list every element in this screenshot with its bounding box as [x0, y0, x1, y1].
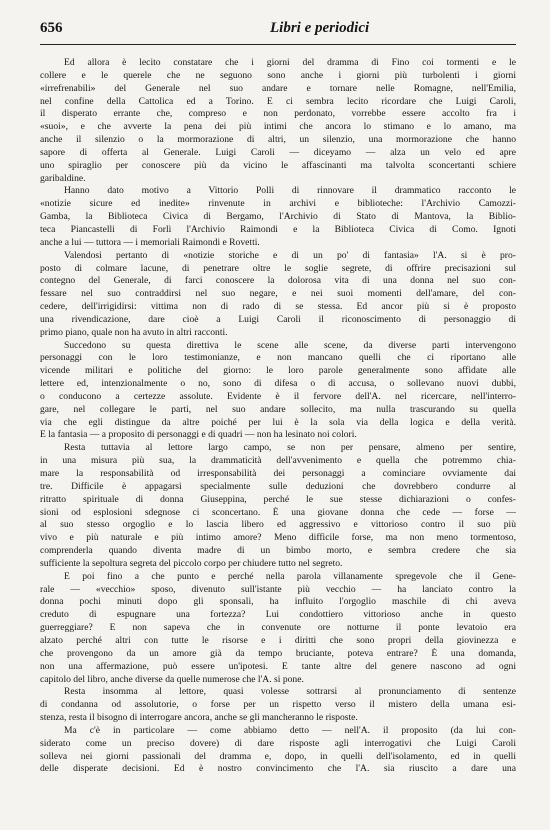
- text-line: di condanna od assolutorie, o forse per un rispetto verso il mistero della umana esi-: [40, 699, 516, 711]
- text-line: che provengono da un amore già da tempo bruciante, poteva entrare? È una domanda,: [40, 647, 516, 659]
- text-line: «notizie sicure ed inedite» rinvenute in archivi e biblioteche: l'Archivio Camozzi-: [40, 198, 516, 210]
- text-line: siderato come un preciso dovere) di dare risposte agli interrogativi che Luigi Caroli: [40, 737, 516, 749]
- text-line: vivo e più naturale e più intimo amore? Meno difficile forse, ma non meno tormentoso,: [40, 532, 516, 544]
- text-line: primo piano, quale non ha avuto in altri racconti.: [40, 326, 228, 338]
- text-line: guerreggiare? E non sapeva che in convenute ore notturne il ponte levatoio era: [40, 622, 516, 634]
- text-line: personaggi con le loro testimonianze, e non mancano quelli che ci riportano alle: [40, 352, 516, 364]
- text-line: o conducono a certezze assolute. Evidente è il fervore dell'A. nel ricercare, nell'interro-: [40, 390, 516, 402]
- page-number: 656: [40, 20, 63, 36]
- header-rule: [40, 44, 516, 45]
- text-line: al suo stesso orgoglio e lo lascia libero ed aggressivo e vittorioso contro il suo più: [40, 519, 516, 531]
- paragraph: [40, 725, 516, 776]
- text-line: stenza, resta il bisogno di interrogare ancora, anche se gli mancheranno le risposte.: [40, 712, 358, 724]
- text-line: sapore di offerta al Generale. Luigi Caroli — diceyamo — alza un velo ed apre: [40, 146, 516, 158]
- text-line: il disperato errante che, compreso e non perdonato, vorrebbe essere accolto fra i: [40, 108, 516, 120]
- text-line: contegno del Generale, di farci conoscere la dolorosa vita di una donna nel suo con-: [40, 275, 516, 287]
- text-line: una rivendicazione, dare cioè a Luigi Caroli il riconoscimento di personaggio di: [40, 313, 516, 325]
- text-line: Valendosi pertanto di «notizie storiche e di un po' di fantasia» l'A. si è pro-: [64, 249, 516, 261]
- text-line: nel confine della Cattolica ed a Torino. E ci sembra lecito ricordare che Luigi Caroli,: [40, 95, 516, 107]
- text-line: capitolo del libro, anche diverse da quelle numerose che l'A. si pone.: [40, 673, 304, 685]
- page-header: [40, 20, 516, 44]
- text-line: Gamba, la Biblioteca Civica di Bergamo, l'Archivio di Stato di Mantova, la Biblio-: [40, 211, 516, 223]
- text-line: vicende militari e politiche del giorno: le loro parole generalmente sono affidate alle: [40, 365, 516, 377]
- text-line: E la fantasia — a proposito di personaggi e di quadri — non ha lesinato noi colori.: [40, 429, 357, 441]
- paragraph: [40, 340, 516, 443]
- text-line: posto di colmare lacune, di penetrare oltre le soglie segrete, di offrire precisazioni sul: [40, 262, 516, 274]
- running-title: Libri e periodici: [270, 20, 370, 36]
- text-line: comprenderla quando diventa madre di un bimbo morto, e sembra credere che sia: [40, 545, 516, 557]
- text-line: creduto di espugnare una fortezza? Lui condottiero vittorioso anche in questo: [40, 609, 516, 621]
- text-line: collere e le querele che ne seguono sono anche i giorni più turbolenti i giorni: [40, 69, 516, 81]
- text-line: uno spiraglio per conoscere più da vicino le affascinanti ma talvolta sconcertanti schiere: [40, 159, 516, 171]
- text-line: solleva nei giorni passionali del dramma e, dopo, in quelli dell'isolamento, ed in quelli: [40, 750, 516, 762]
- text-line: Ed allora è lecito constatare che i giorni del dramma di Fino coi tormenti e le: [64, 57, 516, 68]
- text-line: alzato perché altri con tutte le risorse e i diritti che sono propri della giovinezza e: [40, 634, 516, 646]
- text-line: Hanno dato motivo a Vittorio Polli di rinnovare il drammatico racconto le: [64, 185, 516, 197]
- article-body: [40, 57, 516, 776]
- paragraph: [40, 686, 516, 725]
- text-line: anche a lui — tuttora — i memoriali Raimondi e Rovetti.: [40, 236, 260, 248]
- paragraph: [40, 571, 516, 687]
- text-line: rale — «vecchio» sposo, divenuto sull'istante più vecchio — ha lanciato contro la: [40, 583, 516, 595]
- text-line: delle disperate decisioni. Ed è nostro convincimento che l'A. sia riuscito a dare una: [40, 763, 516, 775]
- text-line: mare la responsabilità od irresponsabilità dei personaggi a cominciare ovviamente dai: [40, 468, 516, 479]
- text-line: fessare nel suo contraddirsi nel suo negare, e nei suoi momenti dell'amare, del con-: [40, 288, 516, 300]
- text-line: lettere ed, intenzionalmente o no, sono di difesa o di accusa, o sollevano nuovi dubbi,: [40, 378, 516, 390]
- text-line: Resta insomma al lettore, quasi volesse sottrarsi al pronunciamento di sentenze: [64, 686, 516, 698]
- text-line: sioni od esplosioni sdegnose ci sconcertano. È una giovane donna che cede — forse —: [40, 506, 516, 518]
- text-line: «suoi», e che avverte la pena dei più intimi che ancora lo stimano e lo amano, ma: [40, 121, 516, 133]
- paragraph: [40, 57, 516, 185]
- paragraph: [40, 185, 516, 249]
- text-line: garibaldine.: [40, 172, 86, 184]
- text-line: Succedono su questa direttiva le scene alle scene, da diverse parti intervengono: [64, 339, 516, 351]
- text-line: donna pochi minuti dopo gli sponsali, ha influito l'orgoglio maschile di chi aveva: [40, 596, 516, 608]
- text-line: Resta tuttavia al lettore largo campo, se non per pensare, almeno per sentire,: [64, 442, 516, 454]
- text-line: in una misura più sua, la drammaticità dell'avvenimento e quella che potremmo chia-: [40, 455, 516, 467]
- text-line: «irrefrenabili» del Generale nel suo andare e tornare nelle Romagne, nell'Emilia,: [40, 82, 516, 94]
- text-line: gare, nel collegare le parti, nel suo andare sollecito, ma nulla trascurando su quella: [40, 403, 516, 415]
- text-line: cedere, dell'irrigidirsi: vittima non di rado di se stessa. Ed ancor più si è proposto: [40, 301, 516, 313]
- text-line: E poi fino a che punto e perché nella parola villanamente spregevole che il Gene-: [64, 570, 516, 582]
- text-line: sufficiente la sepoltura segreta del piccolo corpo per chiudere tutto nel segreto.: [40, 557, 343, 569]
- paragraph: [40, 442, 516, 570]
- text-line: teca Piancastelli di Forlì l'Archivio Raimondi e la Biblioteca Civica di Como. Ignoti: [40, 223, 516, 235]
- paragraph: [40, 250, 516, 340]
- text-line: via che egli distingue da altre poiché per lui è la sola via della logica e della verità.: [40, 416, 516, 428]
- text-line: tre. Difficile è appagarsi specialmente sulle deduzioni che dovrebbero condurre al: [40, 480, 516, 492]
- text-line: ritratto spirituale di donna Giuseppina, perché le sue stesse dichiarazioni o confes-: [40, 493, 516, 505]
- text-line: Ma c'è in particolare — come abbiamo detto — nell'A. il proposito (da lui con-: [64, 724, 516, 736]
- text-line: anche il silenzio o la mormorazione di altri, un silenzio, una mormorazione che hanno: [40, 134, 516, 146]
- text-line: non una affermazione, può essere un'ipotesi. E tante altre del genere nascono ad ogni: [40, 660, 516, 672]
